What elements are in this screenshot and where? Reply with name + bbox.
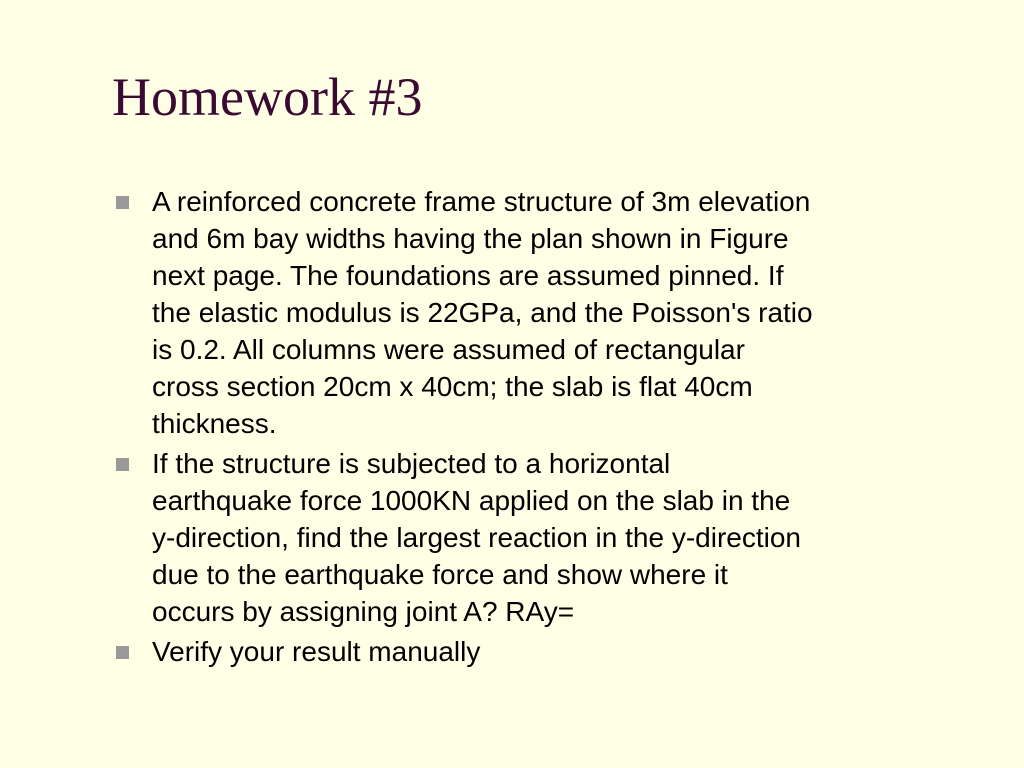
text-line: Verify your result manually xyxy=(152,636,481,667)
bullet-list xyxy=(112,183,972,673)
bullet-text xyxy=(152,633,972,670)
text-line: is 0.2. All columns were assumed of rectangular xyxy=(152,334,745,365)
text-line: y-direction, find the largest reaction in the y-direction xyxy=(152,522,801,553)
square-bullet-icon xyxy=(116,646,129,659)
bullet-text xyxy=(152,445,972,630)
text-line: earthquake force 1000KN applied on the slab in the xyxy=(152,485,791,516)
text-line: cross section 20cm x 40cm; the slab is flat 40cm xyxy=(152,371,753,402)
text-line: the elastic modulus is 22GPa, and the Poisson's ratio xyxy=(152,297,813,328)
text-line: and 6m bay widths having the plan shown in Figure xyxy=(152,223,789,254)
slide-title: Homework #3 xyxy=(112,67,423,127)
square-bullet-icon xyxy=(116,458,129,471)
square-bullet-icon xyxy=(116,196,129,209)
text-line: next page. The foundations are assumed pinned. If xyxy=(152,260,784,291)
bullet-item-verify xyxy=(112,633,972,670)
text-line: occurs by assigning joint A? RAy= xyxy=(152,596,575,627)
text-line: thickness. xyxy=(152,408,277,439)
text-line: If the structure is subjected to a horizontal xyxy=(152,448,671,479)
bullet-item-problem-statement xyxy=(112,183,972,442)
text-line: A reinforced concrete frame structure of 3m elevation xyxy=(152,186,811,217)
text-line: due to the earthquake force and show where it xyxy=(152,559,728,590)
bullet-text xyxy=(152,183,972,442)
bullet-item-earthquake-question xyxy=(112,445,972,630)
